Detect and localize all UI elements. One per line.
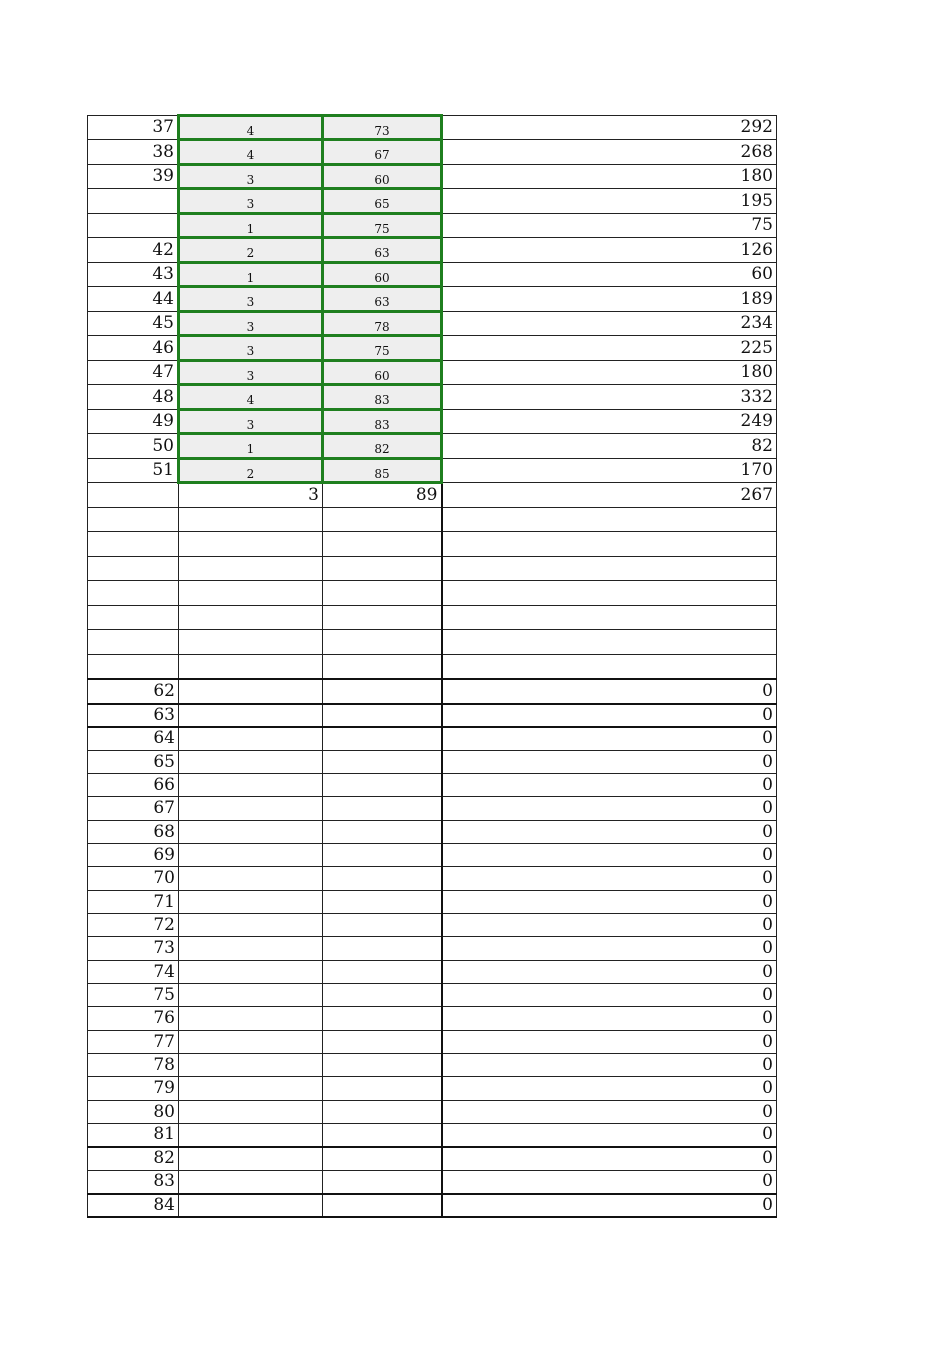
table-row (88, 140, 777, 165)
value-cell[interactable]: 63 (323, 238, 442, 263)
total-cell[interactable]: 0 (442, 1171, 777, 1194)
row-number-cell[interactable] (88, 214, 179, 238)
quantity-cell[interactable] (179, 704, 323, 727)
total-cell[interactable]: 0 (442, 774, 777, 797)
total-cell[interactable]: 292 (442, 116, 777, 140)
table-row (88, 984, 777, 1007)
total-cell[interactable]: 0 (442, 1194, 777, 1217)
row-number-cell[interactable]: 48 (88, 385, 179, 410)
value-cell[interactable] (323, 508, 442, 532)
quantity-cell[interactable]: 3 (179, 189, 323, 214)
quantity-cell[interactable] (179, 1194, 323, 1217)
value-cell[interactable] (323, 532, 442, 557)
quantity-cell[interactable] (179, 1101, 323, 1124)
total-cell[interactable]: 234 (442, 312, 777, 336)
quantity-cell[interactable]: 1 (179, 214, 323, 238)
table-row (88, 679, 777, 704)
table-row (88, 797, 777, 821)
table-row (88, 821, 777, 844)
table-row (88, 532, 777, 557)
row-number-cell[interactable]: 67 (88, 797, 179, 821)
total-cell[interactable] (442, 532, 777, 557)
quantity-cell[interactable] (179, 630, 323, 655)
value-cell[interactable]: 75 (323, 214, 442, 238)
table-row (88, 312, 777, 336)
value-cell[interactable] (323, 655, 442, 679)
total-cell[interactable]: 0 (442, 1054, 777, 1077)
table-row (88, 263, 777, 287)
quantity-cell[interactable]: 3 (179, 361, 323, 385)
table-row (88, 751, 777, 774)
row-number-cell[interactable]: 64 (88, 727, 179, 751)
quantity-cell[interactable] (179, 961, 323, 984)
quantity-cell[interactable] (179, 844, 323, 867)
table-row (88, 361, 777, 385)
quantity-cell[interactable]: 2 (179, 459, 323, 483)
total-cell[interactable]: 0 (442, 704, 777, 727)
total-cell[interactable] (442, 557, 777, 581)
row-number-cell[interactable]: 70 (88, 867, 179, 891)
quantity-cell[interactable] (179, 984, 323, 1007)
total-cell[interactable]: 195 (442, 189, 777, 214)
total-cell[interactable]: 0 (442, 727, 777, 751)
table-row (88, 867, 777, 891)
value-cell[interactable]: 67 (323, 140, 442, 165)
total-cell[interactable]: 0 (442, 821, 777, 844)
quantity-cell[interactable]: 3 (179, 287, 323, 312)
table-row (88, 557, 777, 581)
total-cell[interactable]: 249 (442, 410, 777, 434)
value-cell[interactable] (323, 1101, 442, 1124)
row-number-cell[interactable] (88, 557, 179, 581)
value-cell[interactable] (323, 1194, 442, 1217)
row-number-cell[interactable]: 68 (88, 821, 179, 844)
table-row (88, 1031, 777, 1054)
table-row (88, 116, 777, 140)
value-cell[interactable] (323, 821, 442, 844)
total-cell[interactable]: 0 (442, 937, 777, 961)
table-row (88, 655, 777, 679)
value-cell[interactable]: 60 (323, 165, 442, 189)
value-cell[interactable]: 60 (323, 263, 442, 287)
table-row (88, 1054, 777, 1077)
total-cell[interactable]: 0 (442, 914, 777, 937)
quantity-cell[interactable]: 3 (179, 165, 323, 189)
total-cell[interactable] (442, 606, 777, 630)
table-row (88, 1007, 777, 1031)
total-cell[interactable]: 0 (442, 891, 777, 914)
quantity-cell[interactable] (179, 606, 323, 630)
total-cell[interactable]: 0 (442, 1124, 777, 1147)
value-cell[interactable] (323, 774, 442, 797)
total-cell[interactable]: 75 (442, 214, 777, 238)
table-row (88, 630, 777, 655)
row-number-cell[interactable]: 43 (88, 263, 179, 287)
total-cell[interactable]: 0 (442, 679, 777, 704)
value-cell[interactable] (323, 581, 442, 606)
value-cell[interactable] (323, 1031, 442, 1054)
row-number-cell[interactable]: 80 (88, 1101, 179, 1124)
value-cell[interactable] (323, 844, 442, 867)
table-row (88, 774, 777, 797)
quantity-cell[interactable]: 3 (179, 312, 323, 336)
quantity-cell[interactable] (179, 581, 323, 606)
value-cell[interactable] (323, 704, 442, 727)
total-cell[interactable]: 268 (442, 140, 777, 165)
quantity-cell[interactable] (179, 679, 323, 704)
table-row (88, 434, 777, 459)
row-number-cell[interactable]: 38 (88, 140, 179, 165)
quantity-cell[interactable] (179, 655, 323, 679)
quantity-cell[interactable]: 2 (179, 238, 323, 263)
total-cell[interactable]: 82 (442, 434, 777, 459)
table-row (88, 1171, 777, 1194)
total-cell[interactable]: 0 (442, 1077, 777, 1101)
value-cell[interactable]: 73 (323, 116, 442, 140)
total-cell[interactable] (442, 655, 777, 679)
row-number-cell[interactable] (88, 508, 179, 532)
quantity-cell[interactable] (179, 1124, 323, 1147)
total-cell[interactable] (442, 581, 777, 606)
row-number-cell[interactable]: 63 (88, 704, 179, 727)
table-row (88, 214, 777, 238)
table-row (88, 238, 777, 263)
total-cell[interactable]: 267 (442, 483, 777, 508)
value-cell[interactable] (323, 606, 442, 630)
value-cell[interactable] (323, 1077, 442, 1101)
total-cell[interactable]: 0 (442, 1031, 777, 1054)
total-cell[interactable]: 126 (442, 238, 777, 263)
total-cell[interactable]: 180 (442, 361, 777, 385)
value-cell[interactable]: 89 (323, 483, 442, 508)
table-row (88, 483, 777, 508)
table-row (88, 165, 777, 189)
quantity-cell[interactable] (179, 821, 323, 844)
value-cell[interactable]: 82 (323, 434, 442, 459)
quantity-cell[interactable]: 4 (179, 385, 323, 410)
row-number-cell[interactable] (88, 630, 179, 655)
total-cell[interactable]: 0 (442, 797, 777, 821)
total-cell[interactable]: 225 (442, 336, 777, 361)
row-number-cell[interactable]: 77 (88, 1031, 179, 1054)
quantity-cell[interactable] (179, 1007, 323, 1031)
table-row (88, 385, 777, 410)
quantity-cell[interactable]: 4 (179, 140, 323, 165)
total-cell[interactable] (442, 508, 777, 532)
total-cell[interactable]: 0 (442, 1147, 777, 1171)
row-number-cell[interactable]: 37 (88, 116, 179, 140)
row-number-cell[interactable]: 66 (88, 774, 179, 797)
value-cell[interactable] (323, 914, 442, 937)
value-cell[interactable] (323, 630, 442, 655)
row-number-cell[interactable]: 79 (88, 1077, 179, 1101)
row-number-cell[interactable]: 72 (88, 914, 179, 937)
quantity-cell[interactable] (179, 914, 323, 937)
table-row (88, 606, 777, 630)
quantity-cell[interactable]: 3 (179, 336, 323, 361)
total-cell[interactable]: 0 (442, 984, 777, 1007)
table-row (88, 704, 777, 727)
value-cell[interactable]: 65 (323, 189, 442, 214)
value-cell[interactable]: 63 (323, 287, 442, 312)
quantity-cell[interactable] (179, 891, 323, 914)
row-number-cell[interactable] (88, 606, 179, 630)
quantity-cell[interactable] (179, 1054, 323, 1077)
value-cell[interactable] (323, 937, 442, 961)
row-number-cell[interactable] (88, 581, 179, 606)
value-cell[interactable] (323, 727, 442, 751)
row-number-cell[interactable]: 75 (88, 984, 179, 1007)
quantity-cell[interactable] (179, 1077, 323, 1101)
quantity-cell[interactable]: 3 (179, 483, 323, 508)
value-cell[interactable]: 85 (323, 459, 442, 483)
quantity-cell[interactable] (179, 557, 323, 581)
quantity-cell[interactable] (179, 1031, 323, 1054)
total-cell[interactable]: 180 (442, 165, 777, 189)
row-number-cell[interactable]: 82 (88, 1147, 179, 1171)
table-row (88, 1194, 777, 1217)
total-cell[interactable]: 0 (442, 1007, 777, 1031)
row-number-cell[interactable]: 76 (88, 1007, 179, 1031)
total-cell[interactable]: 0 (442, 751, 777, 774)
total-cell[interactable]: 332 (442, 385, 777, 410)
table-row (88, 914, 777, 937)
value-cell[interactable] (323, 1007, 442, 1031)
total-cell[interactable]: 60 (442, 263, 777, 287)
row-number-cell[interactable]: 50 (88, 434, 179, 459)
value-cell[interactable] (323, 1124, 442, 1147)
row-number-cell[interactable]: 78 (88, 1054, 179, 1077)
value-cell[interactable]: 60 (323, 361, 442, 385)
value-cell[interactable] (323, 557, 442, 581)
quantity-cell[interactable] (179, 937, 323, 961)
table-row (88, 1147, 777, 1171)
row-number-cell[interactable]: 39 (88, 165, 179, 189)
table-row (88, 287, 777, 312)
value-cell[interactable]: 83 (323, 410, 442, 434)
value-cell[interactable] (323, 961, 442, 984)
quantity-cell[interactable]: 1 (179, 263, 323, 287)
table-row (88, 1124, 777, 1147)
row-number-cell[interactable] (88, 189, 179, 214)
total-cell[interactable]: 189 (442, 287, 777, 312)
table-row (88, 336, 777, 361)
table-row (88, 459, 777, 483)
quantity-cell[interactable]: 1 (179, 434, 323, 459)
row-number-cell[interactable]: 42 (88, 238, 179, 263)
row-number-cell[interactable]: 46 (88, 336, 179, 361)
value-cell[interactable] (323, 867, 442, 891)
table-row (88, 1101, 777, 1124)
value-cell[interactable] (323, 679, 442, 704)
row-number-cell[interactable]: 62 (88, 679, 179, 704)
value-cell[interactable]: 75 (323, 336, 442, 361)
quantity-cell[interactable] (179, 774, 323, 797)
table-row (88, 937, 777, 961)
row-number-cell[interactable]: 73 (88, 937, 179, 961)
value-cell[interactable]: 78 (323, 312, 442, 336)
total-cell[interactable]: 0 (442, 961, 777, 984)
value-cell[interactable] (323, 1171, 442, 1194)
quantity-cell[interactable] (179, 867, 323, 891)
table-row (88, 1077, 777, 1101)
value-cell[interactable]: 83 (323, 385, 442, 410)
quantity-cell[interactable]: 4 (179, 116, 323, 140)
table-row (88, 189, 777, 214)
value-cell[interactable] (323, 797, 442, 821)
table-row (88, 727, 777, 751)
table-row (88, 891, 777, 914)
row-number-cell[interactable]: 84 (88, 1194, 179, 1217)
total-cell[interactable]: 0 (442, 844, 777, 867)
row-number-cell[interactable]: 65 (88, 751, 179, 774)
quantity-cell[interactable] (179, 751, 323, 774)
quantity-cell[interactable]: 3 (179, 410, 323, 434)
table-row (88, 410, 777, 434)
total-cell[interactable]: 0 (442, 867, 777, 891)
row-number-cell[interactable]: 44 (88, 287, 179, 312)
row-number-cell[interactable]: 69 (88, 844, 179, 867)
row-number-cell[interactable]: 47 (88, 361, 179, 385)
quantity-cell[interactable] (179, 1171, 323, 1194)
quantity-cell[interactable] (179, 532, 323, 557)
row-number-cell[interactable] (88, 532, 179, 557)
quantity-cell[interactable] (179, 727, 323, 751)
table-row (88, 844, 777, 867)
row-number-cell[interactable]: 83 (88, 1171, 179, 1194)
row-number-cell[interactable] (88, 483, 179, 508)
quantity-cell[interactable] (179, 508, 323, 532)
table-row (88, 581, 777, 606)
total-cell[interactable] (442, 630, 777, 655)
table-row (88, 961, 777, 984)
value-cell[interactable] (323, 751, 442, 774)
value-cell[interactable] (323, 1054, 442, 1077)
total-cell[interactable]: 170 (442, 459, 777, 483)
total-cell[interactable]: 0 (442, 1101, 777, 1124)
value-cell[interactable] (323, 984, 442, 1007)
value-cell[interactable] (323, 891, 442, 914)
table-row (88, 508, 777, 532)
row-number-cell[interactable]: 74 (88, 961, 179, 984)
value-cell[interactable] (323, 1147, 442, 1171)
spreadsheet-table (87, 114, 777, 1218)
row-number-cell[interactable]: 49 (88, 410, 179, 434)
spreadsheet-body (88, 116, 777, 1217)
row-number-cell[interactable]: 81 (88, 1124, 179, 1147)
row-number-cell[interactable]: 45 (88, 312, 179, 336)
row-number-cell[interactable]: 51 (88, 459, 179, 483)
row-number-cell[interactable]: 71 (88, 891, 179, 914)
quantity-cell[interactable] (179, 1147, 323, 1171)
quantity-cell[interactable] (179, 797, 323, 821)
row-number-cell[interactable] (88, 655, 179, 679)
